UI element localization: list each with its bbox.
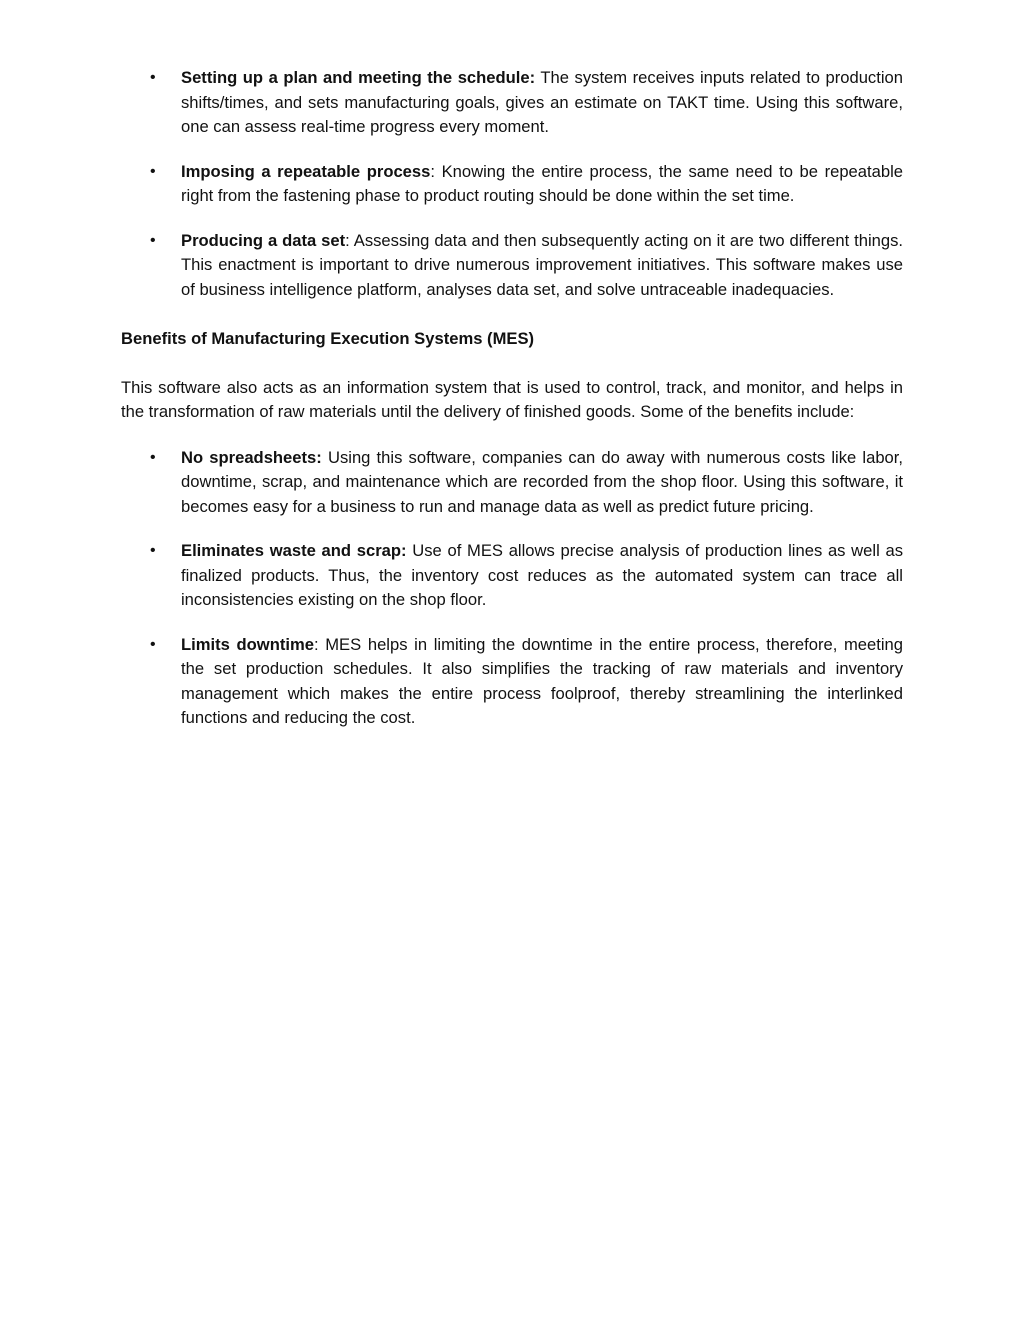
list-item-title: Producing a data set bbox=[181, 230, 346, 250]
bullet-icon: • bbox=[150, 231, 156, 249]
list-item bbox=[121, 229, 903, 303]
bullet-icon: • bbox=[150, 448, 156, 466]
list-item-title: Setting up a plan and meeting the schedule: bbox=[181, 68, 536, 87]
bullet-icon: • bbox=[150, 162, 156, 180]
list-item-title: Limits downtime bbox=[181, 634, 314, 654]
list-item-text: : Assessing data and then subsequently acting on it are two different things. This enactment is important to drive numerous improvement initiatives. This software makes use of business intelligence platform, analyses data set, and solve untraceable inadequacies. bbox=[181, 230, 903, 299]
list-item-text: : MES helps in limiting the downtime in the entire process, therefore, meeting the set production schedules. It also simplifies the tracking of raw materials and inventory management which makes the entire process foolproof, thereby streamlining the interlinked functions and reducing the cost. bbox=[181, 634, 903, 727]
list-item bbox=[121, 539, 903, 613]
list-item bbox=[121, 446, 903, 520]
list-item-text: Using this software, companies can do away with numerous costs like labor, downtime, scrap, and maintenance which are recorded from the shop floor. Using this software, it becomes easy for a business to run and manage data as well as predict future pricing. bbox=[181, 447, 904, 516]
list-item-text: Use of MES allows precise analysis of production lines as well as finalized products. Thus, the inventory cost reduces as the automated system can trace all inconsistencies existing on the shop floor. bbox=[181, 541, 904, 609]
document-body bbox=[121, 66, 903, 731]
bullet-icon: • bbox=[150, 635, 156, 653]
list-item-title: No spreadsheets: bbox=[181, 447, 322, 467]
list-item-title: Imposing a repeatable process bbox=[181, 161, 431, 181]
bullet-icon: • bbox=[150, 69, 156, 86]
list-item-title: Eliminates waste and scrap: bbox=[181, 541, 407, 560]
list-item bbox=[121, 633, 903, 731]
list-item-text: The system receives inputs related to production shifts/times, and sets manufacturing goals, gives an estimate on TAKT time. Using this software, one can assess real-time progress every moment. bbox=[181, 68, 903, 136]
section-heading: Benefits of Manufacturing Execution Systems (MES) bbox=[121, 329, 535, 348]
section-paragraph: This software also acts as an information system that is used to control, track, and monitor, and helps in the transformation of raw materials until the delivery of finished goods. Some of the benefits include: bbox=[121, 377, 903, 421]
list-item bbox=[121, 160, 903, 209]
bullet-icon: • bbox=[150, 542, 156, 559]
list-item bbox=[121, 66, 903, 140]
intro-bullet-list bbox=[121, 66, 903, 302]
list-item-text: : Knowing the entire process, the same need to be repeatable right from the fastening phase to product routing should be done within the set time. bbox=[181, 161, 903, 205]
benefits-bullet-list bbox=[121, 446, 903, 731]
